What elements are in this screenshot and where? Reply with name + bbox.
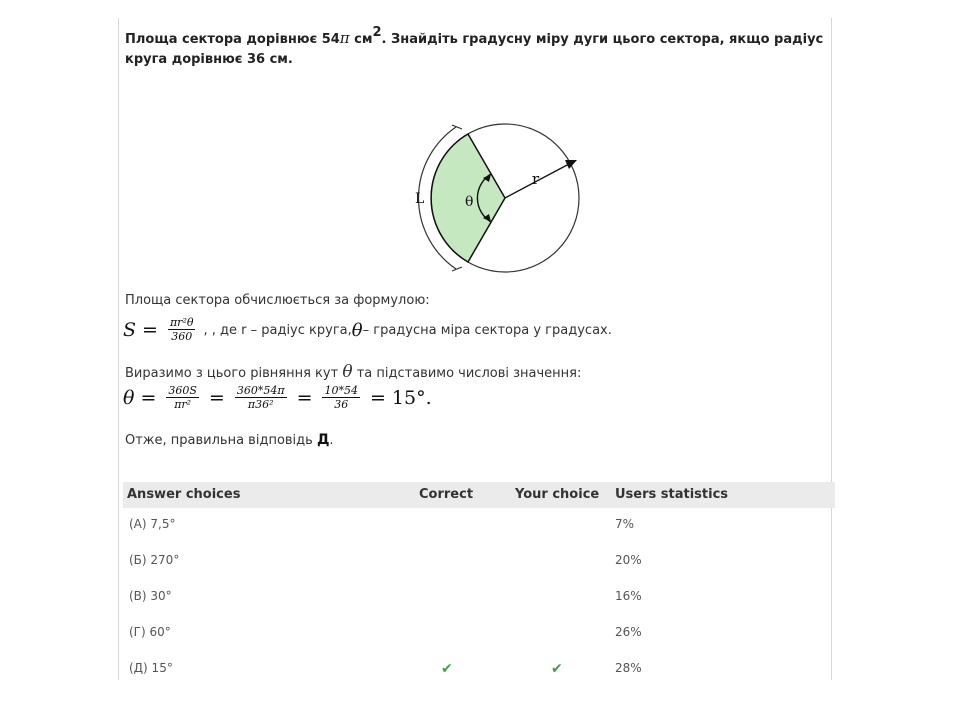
express-post: та підставимо числові значення: (356, 366, 582, 381)
formula1-lhs: S (123, 319, 137, 341)
label-theta: θ (465, 194, 474, 210)
table-row (123, 508, 835, 544)
formula1-eq: = (142, 319, 158, 341)
table-row (123, 652, 835, 688)
conclusion-pre: Отже, правильна відповідь (125, 433, 317, 448)
express-text (125, 362, 581, 382)
label-r: r (532, 170, 540, 188)
row-answer: (Г) 60° (129, 625, 171, 639)
formula2-frac3 (322, 384, 360, 412)
row-answer: (А) 7,5° (129, 517, 176, 531)
question-part2: . Знайдіть градусну міру дуги цього сектора, якщо радіус круга дорівнює 36 см. (125, 32, 824, 67)
row-answer: (Д) 15° (129, 661, 173, 675)
table-row (123, 616, 835, 652)
row-stat: 7% (615, 517, 635, 531)
formula2-eq3: = (296, 387, 313, 409)
row-stat: 26% (615, 625, 642, 639)
header-users-statistics: Users statistics (615, 487, 729, 502)
conclusion-post: . (329, 433, 334, 448)
table-row (123, 580, 835, 616)
row-answer: (Б) 270° (129, 553, 180, 567)
pi-symbol: π (339, 29, 350, 47)
answers-table-header (123, 482, 835, 508)
content-panel (118, 18, 832, 680)
solution-intro: Площа сектора обчислюється за формулою: (125, 293, 430, 308)
formula2-result: 15°. (391, 387, 432, 409)
formula2-f1-den: πr² (174, 398, 192, 411)
question-part1: Площа сектора дорівнює 54 (125, 32, 340, 47)
formula2-lhs: θ (123, 387, 135, 409)
row-stat: 28% (615, 661, 642, 675)
formula2-eq1: = (140, 387, 157, 409)
sector-diagram (399, 102, 599, 282)
row-choice-mark: ✔ (551, 661, 563, 677)
formula1-fraction (168, 316, 196, 344)
formula2-f3-den: 36 (334, 398, 349, 411)
formula2-frac2 (235, 384, 287, 412)
formula2-f2-den: π36² (247, 398, 274, 411)
conclusion-text (125, 432, 334, 448)
table-row (123, 544, 835, 580)
header-your-choice: Your choice (515, 487, 600, 502)
conclusion-answer: Д (316, 432, 330, 448)
header-answer-choices: Answer choices (127, 487, 241, 502)
row-stat: 16% (615, 589, 642, 603)
label-l: L (415, 191, 425, 207)
formula1-after-pre: , , де r – радіус круга, (203, 322, 352, 338)
question-power: 2 (372, 25, 382, 40)
express-theta: θ (342, 362, 353, 382)
formula2-frac1 (166, 384, 199, 412)
formula1-theta: θ (351, 319, 363, 341)
formula2-f3-num: 10*54 (324, 384, 358, 397)
angle-formula (123, 384, 432, 412)
question-text (125, 25, 829, 70)
formula1-den: 360 (171, 330, 193, 343)
formula2-f1-num: 360S (168, 384, 197, 397)
express-pre: Виразимо з цього рівняння кут (125, 366, 339, 381)
formula2-eq2: = (208, 387, 225, 409)
row-answer: (В) 30° (129, 589, 172, 603)
question-unit: см (349, 32, 373, 47)
row-stat: 20% (615, 553, 642, 567)
area-formula (123, 316, 612, 344)
formula1-after-post: – градусна міра сектора у градусах. (362, 322, 612, 338)
formula1-num: πr²θ (169, 316, 194, 329)
formula2-eq4: = (369, 387, 386, 409)
header-correct: Correct (419, 487, 474, 502)
formula2-f2-num: 360*54π (236, 384, 285, 397)
row-correct-mark: ✔ (441, 661, 453, 677)
